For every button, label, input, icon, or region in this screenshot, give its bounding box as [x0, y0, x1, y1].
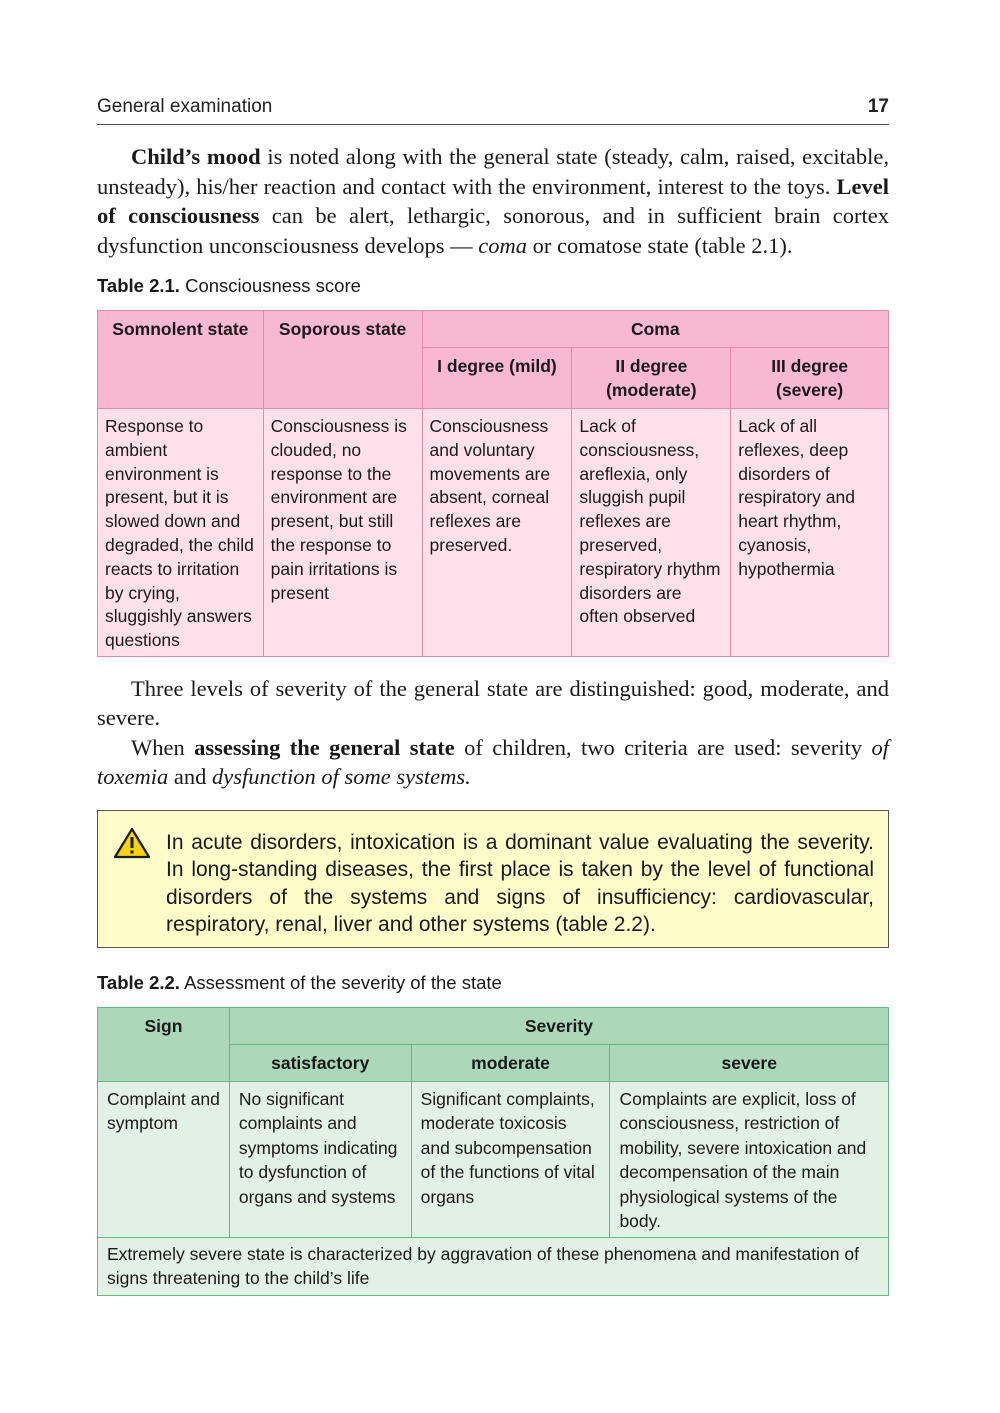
- header-soporous-state: Soporous state: [263, 311, 422, 409]
- cell-severe: Complaints are explicit, loss of consciousness, restriction of mobility, severe intoxication and decompensation of the main physiological systems of the body.: [610, 1081, 889, 1237]
- cell-coma-degree-3: Lack of all reflexes, deep disorders of respiratory and heart rhythm, cyanosis, hypothermia: [731, 409, 889, 657]
- header-moderate: moderate: [411, 1044, 610, 1081]
- table2-caption-label: Table 2.2.: [97, 971, 180, 993]
- page-number: 17: [867, 96, 889, 117]
- warning-box: [97, 810, 889, 948]
- header-somnolent-state: Somnolent state: [98, 311, 264, 409]
- intro-text-1: is noted along with the general state (steady, calm, raised, excitable, unsteady), his/her reaction and contact with the environment, interest to the toys.: [97, 144, 889, 199]
- assessment-criteria-paragraph: [97, 733, 889, 792]
- severity-assessment-table: [97, 1007, 889, 1296]
- header-satisfactory: satisfactory: [229, 1044, 411, 1081]
- p3-text-3: and: [168, 764, 212, 790]
- term-coma: coma: [478, 232, 527, 258]
- header-severe: severe: [610, 1044, 889, 1081]
- header-severity: Severity: [229, 1007, 888, 1044]
- table1-caption-text: Consciousness score: [179, 275, 361, 296]
- term-toxemia: of toxemia: [97, 734, 889, 790]
- severity-levels-paragraph: Three levels of severity of the general state are distinguished: good, moderate, and severe.: [97, 675, 889, 731]
- table-row: [98, 409, 889, 657]
- intro-text-2: can be alert, lethargic, sonorous, and in sufficient brain cortex dysfunction unconsciousness develops —: [97, 203, 889, 258]
- table1-caption: [97, 275, 889, 297]
- cell-extremely-severe: Extremely severe state is characterized by aggravation of these phenomena and manifestation of signs threatening to the child’s life: [98, 1237, 889, 1295]
- section-title: General examination: [97, 96, 273, 117]
- warning-text: In acute disorders, intoxication is a dominant value evaluating the severity. In long-standing diseases, the first place is taken by the level of functional disorders of the systems and signs of insufficiency: cardiovascular, respiratory, renal, liver and other systems (table 2.2).: [166, 830, 874, 937]
- table2-footer-row: [98, 1237, 889, 1295]
- intro-paragraph-block: [97, 142, 889, 260]
- cell-soporous: Consciousness is clouded, no response to the environment are present, but still the response to pain irritations is present: [263, 409, 422, 657]
- intro-paragraph: [97, 142, 889, 260]
- table-row: [98, 1081, 889, 1237]
- cell-somnolent: Response to ambient environment is present, but it is slowed down and degraded, the child reacts to irritation by crying, sluggishly answers questions: [98, 409, 264, 657]
- header-coma-degree-3: III degree (severe): [731, 348, 889, 409]
- cell-sign: Complaint and symptom: [98, 1081, 230, 1237]
- cell-coma-degree-1: Consciousness and voluntary movements are absent, corneal reflexes are preserved.: [422, 409, 572, 657]
- intro-text-3: or comatose state (table 2.1).: [526, 232, 793, 258]
- consciousness-score-table: [97, 310, 889, 657]
- table1-caption-label: Table 2.1.: [97, 275, 180, 296]
- cell-satisfactory: No significant complaints and symptoms indicating to dysfunction of organs and systems: [229, 1081, 411, 1237]
- term-childs-mood: Child’s mood: [131, 144, 261, 169]
- table2-header-row-1: [98, 1007, 889, 1044]
- header-sign: Sign: [98, 1007, 230, 1081]
- term-assessing-general-state: assessing the general state: [194, 734, 455, 760]
- page: [97, 96, 889, 1296]
- header-coma: Coma: [422, 311, 888, 348]
- p3-text-2: of children, two criteria are used: severity: [454, 734, 872, 760]
- table2-caption: [97, 972, 889, 994]
- term-dysfunction: dysfunction of some systems.: [211, 764, 471, 790]
- table1-header-row-1: [98, 311, 889, 348]
- term-level-of-consciousness: Level of consciousness: [97, 173, 889, 228]
- p3-text-1: When: [131, 734, 195, 760]
- header-coma-degree-2: II degree (moderate): [572, 348, 731, 409]
- cell-coma-degree-2: Lack of consciousness, areflexia, only sluggish pupil reflexes are preserved, respiratory rhythm disorders are often observed: [572, 409, 731, 657]
- table2-caption-text: Assessment of the severity of the state: [179, 971, 502, 993]
- warning-triangle-icon: [113, 827, 151, 859]
- running-head: [97, 96, 889, 125]
- cell-moderate: Significant complaints, moderate toxicosis and subcompensation of the functions of vital organs: [411, 1081, 610, 1237]
- header-coma-degree-1: I degree (mild): [422, 348, 572, 409]
- body-paragraphs: [97, 674, 889, 792]
